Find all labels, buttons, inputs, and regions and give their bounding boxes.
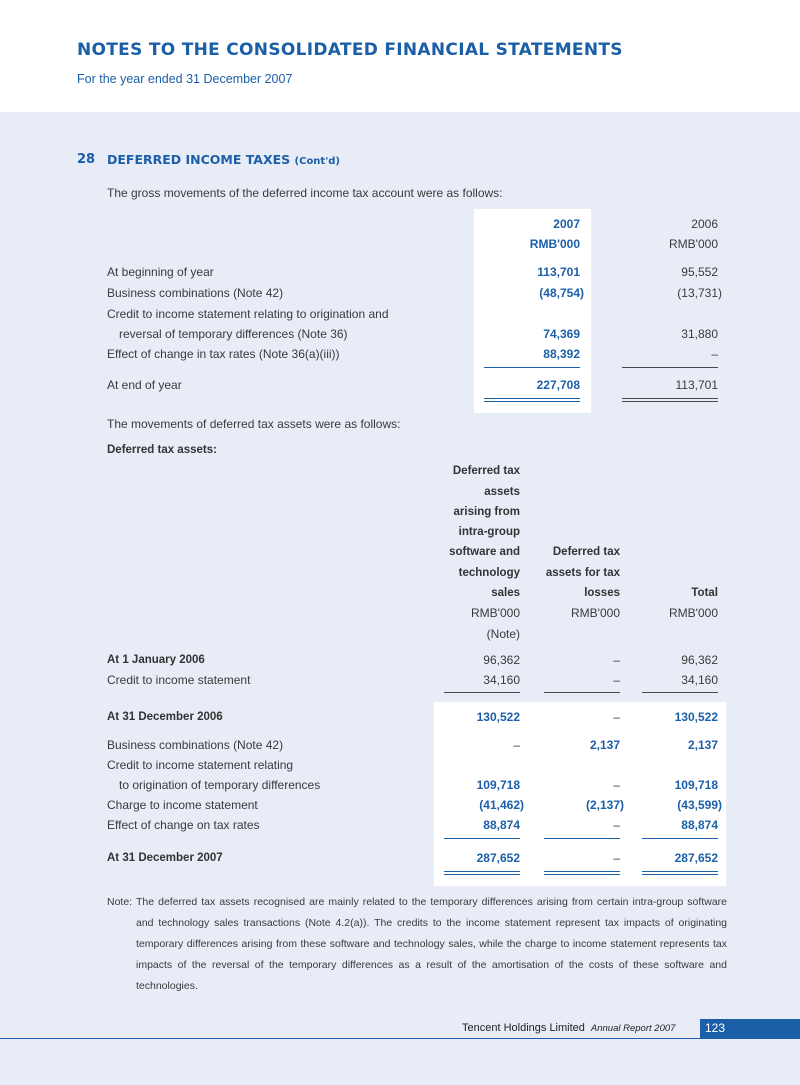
- col2-unit: RMB'000: [571, 606, 620, 620]
- col1-header-line: Deferred tax: [452, 465, 520, 477]
- subtotal-rule: [642, 692, 718, 693]
- cell-col2: –: [613, 778, 620, 792]
- col1-header-line: sales: [491, 587, 520, 599]
- note-text: Note: The deferred tax assets recognised are mainly related to the temporary differences arising from certain intra-group software and technology sales transactions (Note 4.2(a)). The credits to the income statement represent tax impacts of originating temporary differences arising from these software and technology sales, while the charge to income statement represents tax impacts of the reversal of the temporary differences as a result of the amortisation of the costs of these software and technologies.: [107, 896, 727, 992]
- total-double-rule: [622, 401, 718, 402]
- cell-col3: 2,137: [687, 738, 718, 752]
- col1-unit: RMB'000: [471, 606, 520, 620]
- cell-2006: 113,701: [675, 378, 718, 392]
- cell-col3: 287,652: [674, 851, 718, 865]
- row-label: Charge to income statement: [107, 798, 258, 812]
- cell-2007: 113,701: [537, 265, 580, 279]
- section-title: [107, 152, 340, 167]
- table1-col-unit-2007: RMB'000: [529, 237, 580, 251]
- cell-col3: 96,362: [681, 653, 718, 667]
- cell-col2: 2,137: [589, 738, 620, 752]
- cell-col1: –: [513, 738, 520, 752]
- total-double-rule: [622, 398, 718, 399]
- col1-note-ref: (Note): [486, 627, 520, 641]
- row-label: Credit to income statement: [107, 673, 251, 687]
- subtotal-rule: [484, 367, 580, 368]
- row-label: At 31 December 2006: [107, 711, 223, 723]
- footer-report: Annual Report 2007: [590, 1023, 676, 1034]
- total-double-rule: [444, 871, 520, 872]
- subtotal-rule: [544, 838, 620, 839]
- subtotal-rule: [544, 692, 620, 693]
- cell-col3: 130,522: [674, 710, 718, 724]
- cell-col2: –: [613, 851, 620, 865]
- row-label: Credit to income statement relating to origination and: [107, 307, 389, 321]
- col1-header-line: assets: [484, 486, 520, 498]
- cell-col2: –: [613, 818, 620, 832]
- total-double-rule: [642, 871, 718, 872]
- table1-col-year-2006: 2006: [691, 217, 718, 231]
- page-number: 123: [705, 1021, 726, 1035]
- table2-heading: Deferred tax assets:: [107, 444, 217, 456]
- table1-intro: The gross movements of the deferred income tax account were as follows:: [107, 186, 503, 200]
- cell-2007: (48,754): [539, 286, 584, 300]
- table1-col-unit-2006: RMB'000: [669, 237, 718, 251]
- row-label: Effect of change in tax rates (Note 36(a)(iii)): [107, 347, 340, 361]
- total-double-rule: [484, 398, 580, 399]
- cell-col2: –: [613, 710, 620, 724]
- cell-col1: 287,652: [476, 851, 520, 865]
- cell-col1: (41,462): [479, 798, 524, 812]
- col1-header-line: technology: [458, 567, 520, 579]
- section-title-text: DEFERRED INCOME TAXES: [107, 152, 291, 167]
- row-label: At 31 December 2007: [107, 852, 223, 864]
- cell-col1: 96,362: [483, 653, 520, 667]
- row-label: At 1 January 2006: [107, 654, 205, 666]
- row-label: Effect of change on tax rates: [107, 818, 260, 832]
- cell-col3: 34,160: [681, 673, 718, 687]
- cell-2006: (13,731): [677, 286, 722, 300]
- cell-col3: (43,599): [677, 798, 722, 812]
- page-title: NOTES TO THE CONSOLIDATED FINANCIAL STATEMENTS: [77, 40, 623, 60]
- total-double-rule: [484, 401, 580, 402]
- col2-header-line: assets for tax: [545, 567, 620, 579]
- total-double-rule: [444, 874, 520, 875]
- cell-2006: 95,552: [681, 265, 718, 279]
- cell-2006: –: [711, 347, 718, 361]
- col3-header-line: Total: [691, 587, 718, 599]
- subtotal-rule: [444, 838, 520, 839]
- col1-header-line: arising from: [453, 506, 520, 518]
- total-double-rule: [544, 874, 620, 875]
- col3-unit: RMB'000: [669, 606, 718, 620]
- footer-text: [462, 1022, 675, 1034]
- cell-col2: (2,137): [585, 798, 624, 812]
- cell-col1: 130,522: [476, 710, 520, 724]
- cell-2007: 227,708: [536, 378, 580, 392]
- cell-col1: 34,160: [483, 673, 520, 687]
- section-title-suffix: (Cont'd): [294, 156, 340, 167]
- row-label: Business combinations (Note 42): [107, 738, 284, 752]
- table2-intro: The movements of deferred tax assets were as follows:: [107, 417, 401, 431]
- page-header: [0, 0, 800, 112]
- total-double-rule: [544, 871, 620, 872]
- section-number: 28: [77, 152, 96, 167]
- cell-2007: 74,369: [543, 327, 580, 341]
- footer-company: Tencent Holdings Limited: [462, 1022, 585, 1034]
- cell-2006: 31,880: [681, 327, 718, 341]
- cell-col3: 88,874: [681, 818, 718, 832]
- col1-header-line: software and: [449, 546, 520, 558]
- row-label: Credit to income statement relating: [107, 758, 294, 772]
- total-double-rule: [642, 874, 718, 875]
- subtotal-rule: [444, 692, 520, 693]
- row-label: to origination of temporary differences: [119, 778, 321, 792]
- subtotal-rule: [642, 838, 718, 839]
- row-label: At end of year: [107, 378, 182, 392]
- cell-col2: –: [613, 653, 620, 667]
- row-label: reversal of temporary differences (Note 36): [119, 327, 348, 341]
- cell-col1: 88,874: [483, 818, 520, 832]
- cell-col2: –: [613, 673, 620, 687]
- col1-header-line: intra-group: [458, 526, 520, 538]
- cell-col3: 109,718: [674, 778, 718, 792]
- row-label: At beginning of year: [107, 265, 214, 279]
- col2-header-line: losses: [584, 587, 620, 599]
- table-note: [107, 892, 727, 997]
- col2-header-line: Deferred tax: [552, 546, 620, 558]
- footer-rule: [0, 1038, 800, 1039]
- cell-col1: 109,718: [476, 778, 520, 792]
- page-subtitle: For the year ended 31 December 2007: [77, 72, 293, 86]
- cell-2007: 88,392: [543, 347, 580, 361]
- row-label: Business combinations (Note 42): [107, 286, 284, 300]
- subtotal-rule: [622, 367, 718, 368]
- table1-col-year-2007: 2007: [553, 217, 580, 231]
